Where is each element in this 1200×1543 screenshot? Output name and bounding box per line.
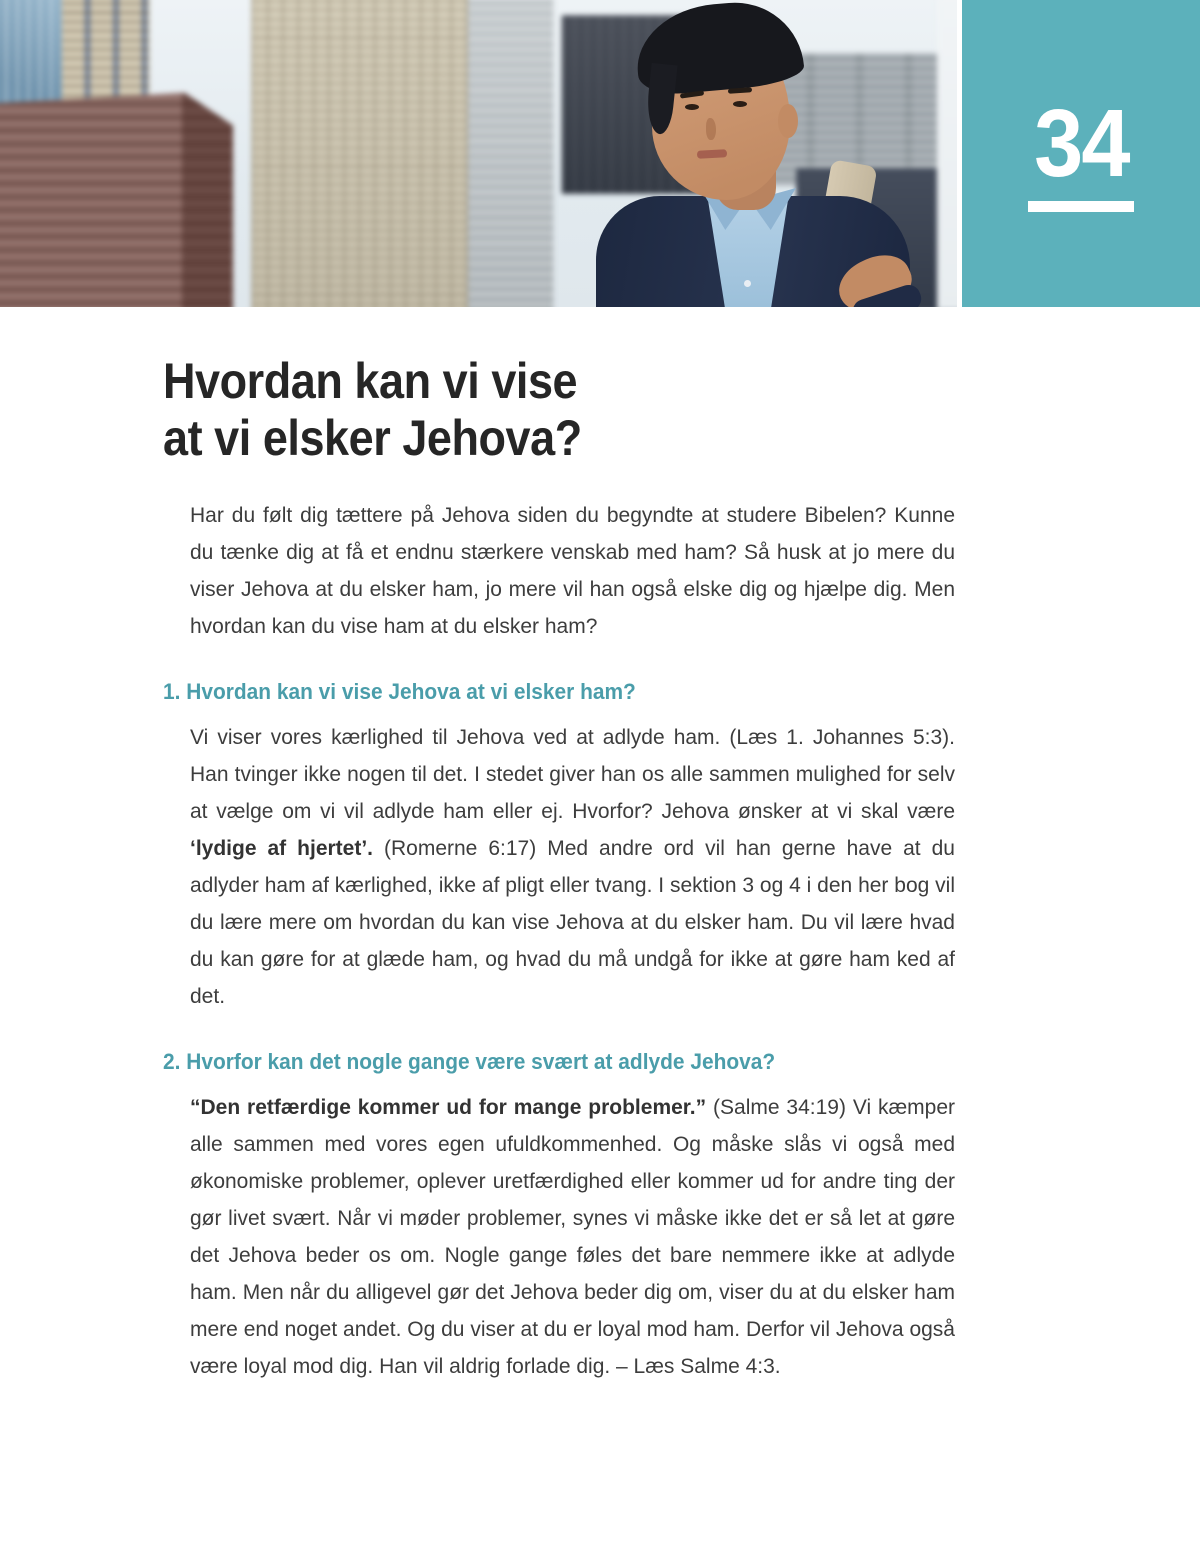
section-1-paragraph: Vi viser vores kærlighed til Jehova ved at adlyde ham. (Læs 1. Johannes 5:3). Han tvinger ikke nogen til det. I stedet giver han os alle sammen mulighed for selv at vælge om vi vil adlyde ham eller ej. Hvorfor? Jehova ønsker at vi skal være ‘lydige af hjertet’. (Romerne 6:17) Med andre ord vil han gerne have at du adlyder ham af kærlighed, ikke af pligt eller tvang. I sektion 3 og 4 i den her bog vil du lære mere om hvordan du kan vise Jehova at du elsker ham. Du vil lære hvad du kan gøre for at glæde ham, og hvad du må undgå for ikke at gøre ham ked af det. [190, 726, 955, 1008]
lesson-number: 34 [1033, 89, 1129, 197]
title-line-2: at vi elsker Jehova? [163, 410, 582, 466]
section-1-heading [163, 678, 915, 706]
eye-left [685, 104, 699, 110]
section-1-question: Hvordan kan vi vise Jehova at vi elsker ham? [186, 679, 636, 704]
section-2-number: 2. [163, 1049, 181, 1074]
mouth [697, 149, 727, 159]
section-2-paragraph: “Den retfærdige kommer ud for mange problemer.” (Salme 34:19) Vi kæmper alle sammen med vores egen ufuldkommenhed. Og måske slås vi også med økonomiske problemer, oplever uretfærdighed eller kommer ud for andre ting der gør livet svært. Når vi møder problemer, synes vi måske ikke det er så let at gøre det Jehova beder os om. Nogle gange føles det bare nemmere ikke at adlyde ham. Men når du alligevel gør det Jehova beder dig om, viser du at du elsker ham mere end noget andet. Og du viser at du er loyal mod ham. Derfor vil Jehova også være loyal mod dig. Han vil aldrig forlade dig. – Læs Salme 4:3. [190, 1096, 956, 1378]
section-2 [163, 1048, 955, 1385]
lesson-title [163, 353, 876, 467]
section-2-heading [163, 1048, 915, 1076]
nose [706, 118, 716, 140]
lesson-content [163, 307, 955, 1385]
lesson-number-underline [1028, 201, 1134, 212]
eye-right [733, 101, 747, 107]
lesson-number-badge [962, 0, 1200, 307]
header [0, 0, 1200, 307]
section-1 [163, 678, 955, 1015]
title-line-1: Hvordan kan vi vise [163, 353, 578, 409]
ear [778, 104, 798, 138]
young-man-looking-up [0, 0, 957, 307]
header-photo [0, 0, 957, 307]
intro-paragraph: Har du følt dig tættere på Jehova siden du begyndte at studere Bibelen? Kunne du tænke dig at få et endnu stærkere venskab med ham? Så husk at jo mere du viser Jehova at du elsker ham, jo mere vil han også elske dig og hjælpe dig. Men hvordan kan du vise ham at du elsker ham? [190, 504, 955, 638]
section-2-question: Hvorfor kan det nogle gange være svært at adlyde Jehova? [186, 1049, 776, 1074]
shirt-button [744, 280, 751, 287]
section-1-number: 1. [163, 679, 181, 704]
